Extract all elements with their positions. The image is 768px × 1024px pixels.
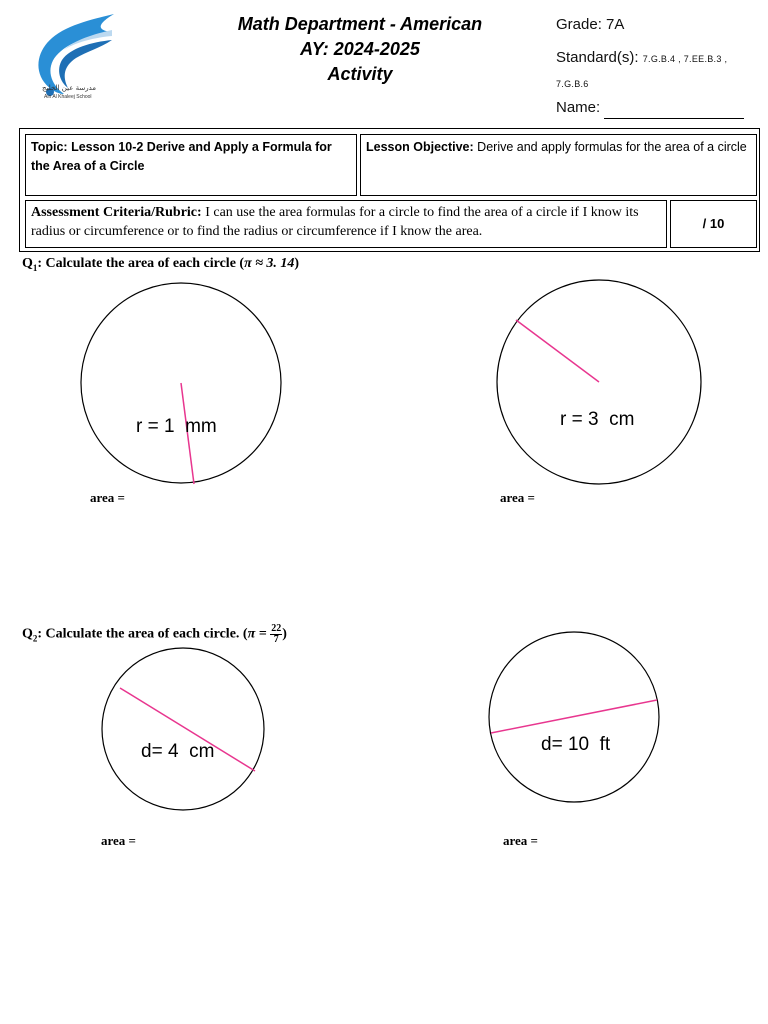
- area-answer-q2b[interactable]: area =: [503, 833, 538, 848]
- activity-title: Activity: [327, 64, 393, 84]
- area-answer-q2a[interactable]: area =: [101, 833, 136, 848]
- academic-year: AY: 2024-2025: [300, 39, 420, 59]
- name-label: Name:: [556, 99, 605, 116]
- criteria-label: Assessment Criteria/Rubric:: [31, 205, 202, 220]
- objective-label: Lesson Objective:: [366, 140, 474, 154]
- logo-english-text: Ain Al Khaleej School: [44, 94, 92, 100]
- standards-codes-a: 7.G.B.4 , 7.EE.B.3 ,: [642, 54, 728, 64]
- topic-label: Topic:: [31, 140, 68, 154]
- radius-q1b: [516, 320, 599, 382]
- q2-sub: 2: [32, 633, 38, 644]
- q1-prefix: Q: [22, 256, 33, 271]
- q2-text: : Calculate the area of each circle. (: [37, 626, 248, 642]
- q2-close: ): [282, 626, 287, 642]
- area-answer-q1a[interactable]: area =: [90, 490, 125, 505]
- area-answer-q1b[interactable]: area =: [500, 490, 535, 505]
- q2-prefix: Q: [22, 626, 33, 642]
- question-2: [22, 624, 287, 645]
- q1-text: : Calculate the area of each circle (: [37, 256, 245, 271]
- standards-codes-b: 7.G.B.6: [556, 79, 589, 89]
- label-q1b: r = 3 cm: [560, 409, 635, 430]
- department-title: Math Department - American: [237, 14, 483, 34]
- logo-arabic-text: مدرسة عين الخليج: [42, 84, 97, 92]
- q1-sub: 1: [32, 262, 38, 273]
- q2-pi-denominator: 7: [273, 634, 279, 645]
- circle-q2a: [102, 648, 264, 810]
- diameter-q2b: [491, 700, 657, 733]
- score-total: / 10: [702, 216, 725, 231]
- label-q1a: r = 1 mm: [136, 416, 217, 437]
- q1-pi-expression: π ≈ 3. 14: [244, 256, 295, 271]
- q2-pi-numerator: 22: [271, 623, 282, 634]
- q2-pi-fraction: [270, 624, 282, 645]
- label-q2a: d= 4 cm: [141, 741, 215, 762]
- q1-close: ): [294, 256, 300, 271]
- topic-text: Lesson 10-2 Derive and Apply a Formula for the Area of a Circle: [31, 140, 332, 173]
- objective-text: Derive and apply formulas for the area of a circle: [477, 140, 747, 154]
- criteria-text: I can use the area formulas for a circle to find the area of a circle if I know its radius or circumference or to find the radius or circumference if I know the area.: [31, 205, 639, 239]
- grade-label: Grade: 7A: [556, 16, 625, 33]
- standards-label: Standard(s):: [556, 49, 643, 66]
- q2-pi-lhs: π =: [247, 626, 267, 642]
- label-q2b: d= 10 ft: [541, 734, 611, 755]
